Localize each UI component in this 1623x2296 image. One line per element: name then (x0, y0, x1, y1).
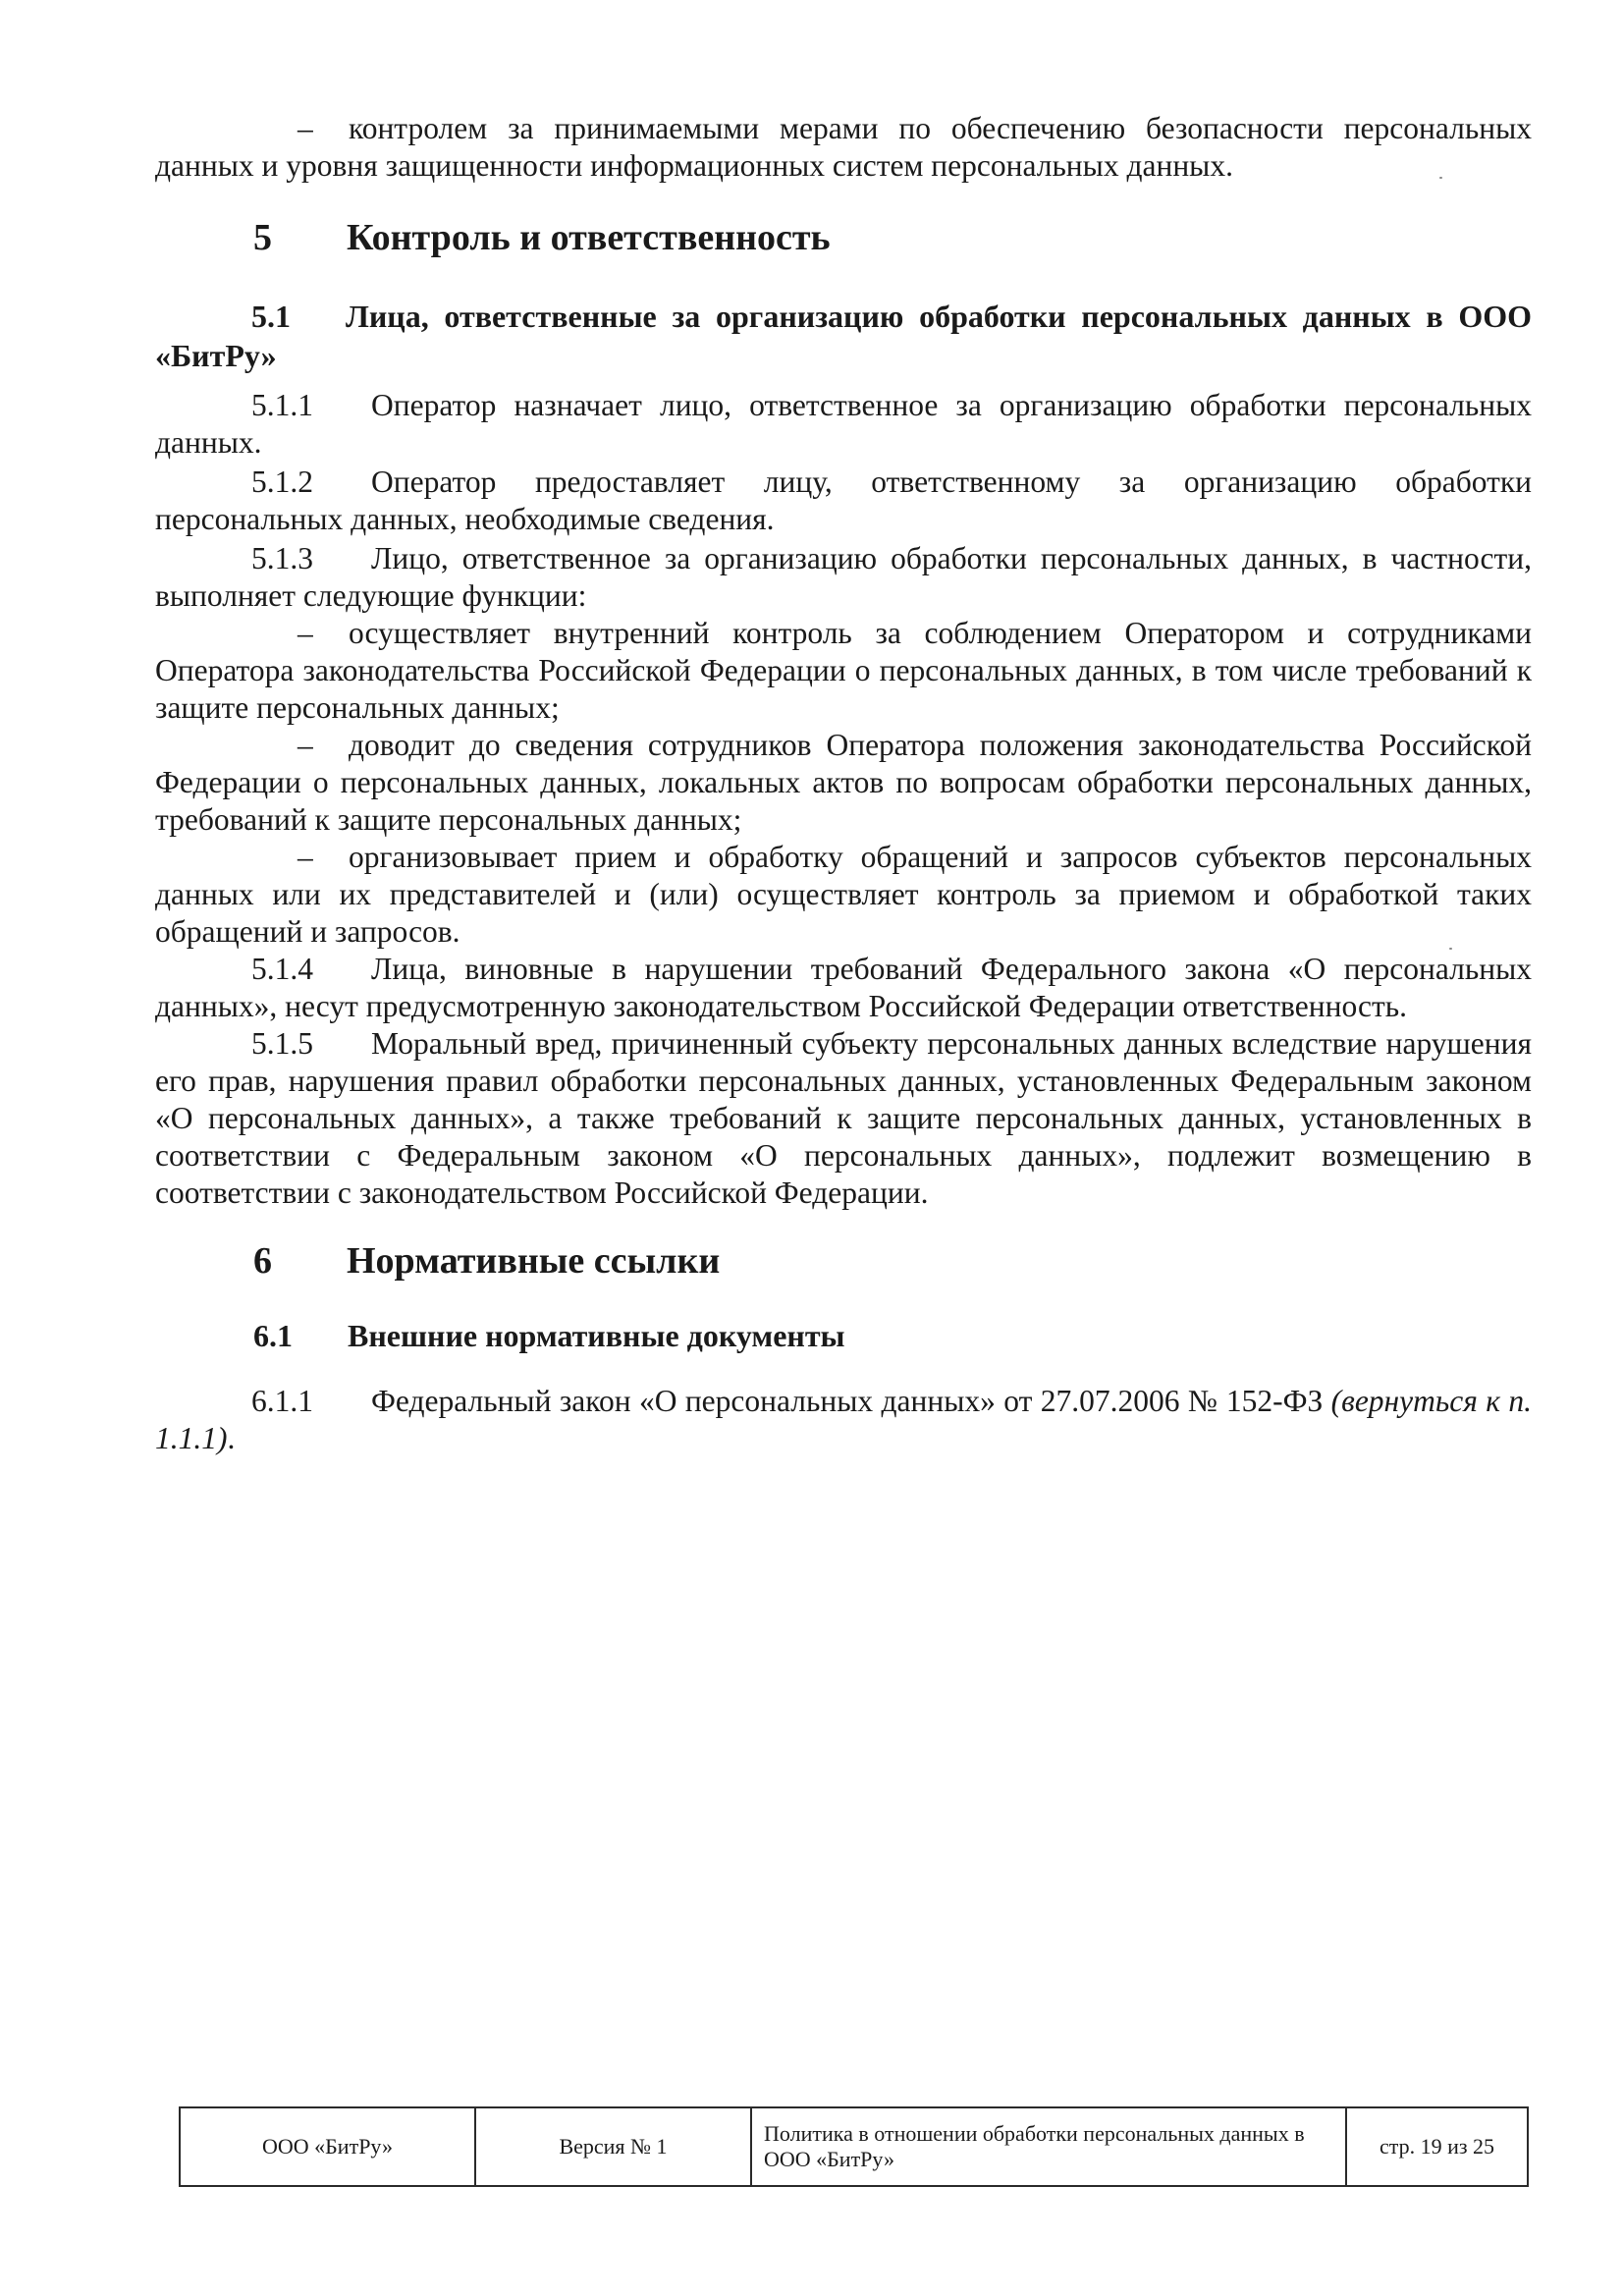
numbered-paragraph (155, 464, 1532, 538)
paragraph-text: Лицо, ответственное за организацию обработки персональных данных, в частности, выполняет следующие функции: (155, 541, 1532, 613)
subsection-number: 5.1 (251, 299, 291, 334)
dash-bullet: – (298, 616, 313, 650)
page-footer-table (179, 2106, 1529, 2187)
list-item-text: доводит до сведения сотрудников Оператора положения законодательства Российской Федерации о персональных данных, локальных актов по вопросам обработки персональных данных, требований к защите персональных данных; (155, 728, 1532, 837)
footer-document-title: Политика в отношении обработки персональных данных в ООО «БитРу» (751, 2107, 1346, 2186)
list-item-text: контролем за принимаемыми мерами по обеспечению безопасности персональных данных и уровня защищенности информационных систем персональных данных. (155, 111, 1532, 183)
list-item (155, 110, 1532, 185)
subsection-heading-6-1 (253, 1316, 1532, 1355)
section-number: 6 (253, 1240, 272, 1282)
paragraph-text: Лица, виновные в нарушении требований Федерального закона «О персональных данных», несут предусмотренную законодательством Российской Федерации ответственность. (155, 952, 1532, 1023)
intro-block (155, 110, 1532, 185)
footer-row (180, 2107, 1528, 2186)
paragraph-number: 5.1.4 (251, 952, 313, 986)
paragraph-number: 5.1.3 (251, 541, 313, 575)
subsection-number: 6.1 (253, 1318, 293, 1353)
dash-bullet: – (298, 840, 313, 874)
section-5-body (155, 387, 1532, 1212)
paragraph-number: 5.1.5 (251, 1026, 313, 1061)
dash-bullet: – (298, 728, 313, 762)
numbered-paragraph (155, 1025, 1532, 1212)
section-6-body (155, 1383, 1532, 1457)
section-title: Контроль и ответственность (347, 217, 831, 258)
subsection-heading-5-1 (155, 297, 1532, 375)
scan-speck (1449, 948, 1452, 950)
footer-company: ООО «БитРу» (180, 2107, 475, 2186)
paragraph-text: Оператор назначает лицо, ответственное за организацию обработки персональных данных. (155, 388, 1532, 460)
list-item-text: осуществляет внутренний контроль за соблюдением Оператором и сотрудниками Оператора законодательства Российской Федерации о персональных данных, в том числе требований к защите персональных данных; (155, 616, 1532, 725)
numbered-paragraph (155, 1383, 1532, 1457)
subsection-title: Внешние нормативные документы (348, 1318, 845, 1353)
list-item-text: организовывает прием и обработку обращений и запросов субъектов персональных данных или их представителей и (или) осуществляет контроль за приемом и обработкой таких обращений и запросов. (155, 840, 1532, 949)
paragraph-text: Федеральный закон «О персональных данных» от 27.07.2006 № 152-ФЗ (371, 1384, 1324, 1418)
paragraph-number: 6.1.1 (251, 1384, 313, 1418)
section-number: 5 (253, 217, 272, 258)
footer-version: Версия № 1 (475, 2107, 751, 2186)
footer-page-number: стр. 19 из 25 (1346, 2107, 1528, 2186)
paragraph-text: Моральный вред, причиненный субъекту персональных данных вследствие нарушения его прав, нарушения правил обработки персональных данных, установленных Федеральным законом «О персональных данных», а также требований к защите персональных данных, установленных в соответствии с Федеральным законом «О персональных данных», подлежит возмещению в соответствии с законодательством Российской Федерации. (155, 1026, 1532, 1210)
dash-bullet: – (298, 111, 313, 145)
scan-speck (1439, 177, 1442, 179)
section-title: Нормативные ссылки (347, 1240, 721, 1282)
numbered-paragraph (155, 387, 1532, 462)
list-item (155, 727, 1532, 839)
return-link[interactable]: (вернуться к п. 1.1.1) (155, 1384, 1532, 1455)
paragraph-end: . (227, 1421, 236, 1455)
numbered-paragraph (155, 540, 1532, 615)
list-item (155, 615, 1532, 727)
numbered-paragraph (155, 951, 1532, 1025)
paragraph-number: 5.1.2 (251, 465, 313, 499)
subsection-title: Лица, ответственные за организацию обработки персональных данных в ООО «БитРу» (155, 299, 1532, 373)
paragraph-text: Оператор предоставляет лицу, ответственному за организацию обработки персональных данных, необходимые сведения. (155, 465, 1532, 536)
list-item (155, 839, 1532, 951)
paragraph-number: 5.1.1 (251, 388, 313, 422)
